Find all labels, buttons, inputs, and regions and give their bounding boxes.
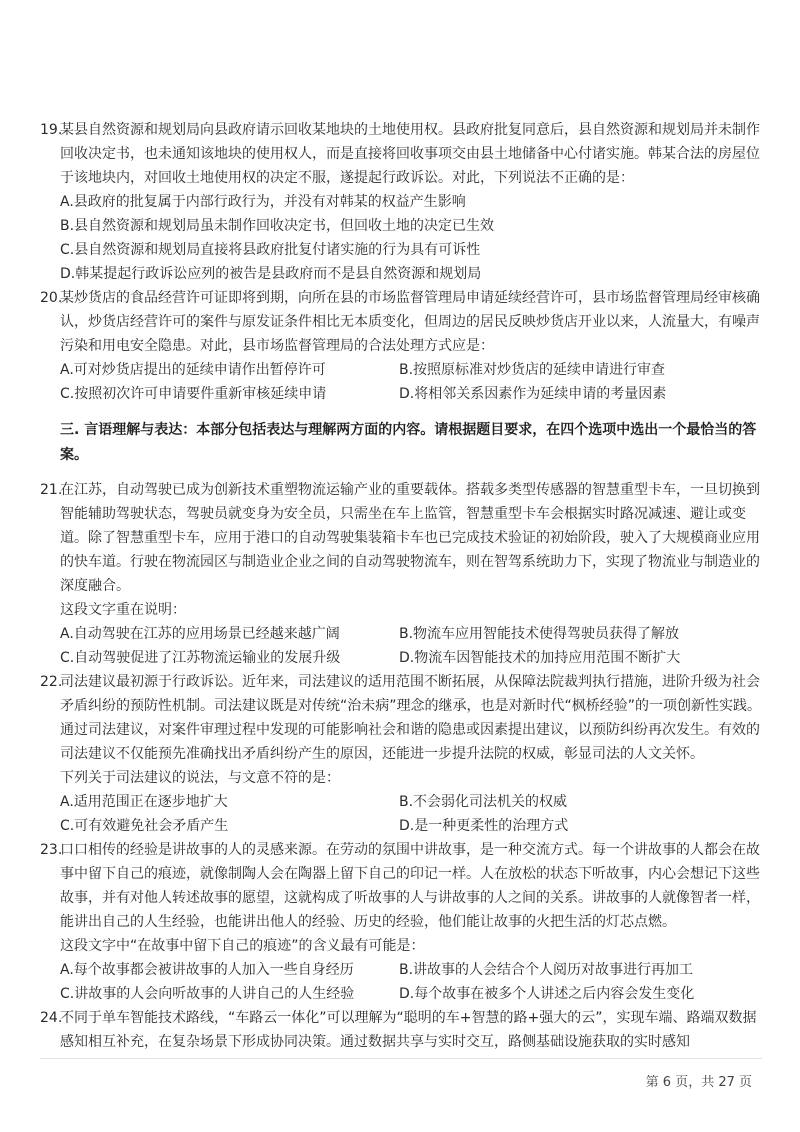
section-heading: 三. 言语理解与表达：本部分包括表达与理解两方面的内容。请根据题目要求，在四个选项中选出一个最恰当的答案。 — [60, 422, 757, 463]
question-stem: 不同于单车智能技术路线，“车路云一体化”可以理解为“聪明的车+智慧的路+强大的云”，实现车端、路端双数据感知相互补充，在复杂场景下形成协同决策。通过数据共享与实时交互，路侧基础设施获取的实时感知 — [60, 1010, 757, 1050]
options-row — [40, 958, 762, 982]
options-row — [40, 382, 762, 406]
page-content — [40, 118, 762, 1054]
options-row — [40, 358, 762, 382]
question-number: 22. — [40, 674, 63, 690]
question-stem: 在江苏，自动驾驶已成为创新技术重塑物流运输产业的重要载体。搭载多类型传感器的智慧重型卡车，一旦切换到智能辅助驾驶状态，驾驶员就变身为安全员，只需坐在车上监管，智慧重型卡车会根据实时路况减速、避让或变道。除了智慧重型卡车，应用于港口的自动驾驶集装箱卡车也已完成技术验证的初始阶段，驶入了大规模商业应用的快车道。行驶在物流园区与制造业企业之间的自动驾驶物流车，则在智驾系统助力下，实现了物流业与制造业的深度融合。 — [60, 482, 760, 594]
question-prompt: 这段文字重在说明： — [60, 602, 186, 618]
question-19 — [40, 118, 762, 286]
question-number: 24. — [40, 1010, 63, 1026]
option-d: D.每个故事在被多个人讲述之后内容会发生变化 — [399, 986, 695, 1002]
question-number: 20. — [40, 290, 63, 306]
option-c: C.县自然资源和规划局直接将县政府批复付诸实施的行为具有可诉性 — [60, 242, 481, 258]
option-c: C.讲故事的人会向听故事的人讲自己的人生经验 — [60, 986, 355, 1002]
option-a: A.县政府的批复属于内部行政行为，并没有对韩某的权益产生影响 — [60, 194, 466, 210]
question-20 — [40, 286, 762, 406]
footer-divider — [40, 1058, 762, 1059]
question-stem: 司法建议最初源于行政诉讼。近年来，司法建议的适用范围不断拓展，从保障法院裁判执行措施，进阶升级为社会矛盾纠纷的预防性机制。司法建议既是对传统“治未病”理念的继承，也是对新时代“枫桥经验”的一项创新性实践。通过司法建议，对案件审理过程中发现的可能影响社会和谐的隐患或因素提出建议，以预防纠纷再次发生。有效的司法建议不仅能预先准确找出矛盾纠纷产生的原因，还能进一步提升法院的权威，彰显司法的人文关怀。 — [60, 674, 762, 762]
options-row — [40, 646, 762, 670]
option-a: A.适用范围正在逐步地扩大 — [60, 794, 228, 810]
question-number: 21. — [40, 482, 63, 498]
question-stem: 某炒货店的食品经营许可证即将到期，向所在县的市场监督管理局申请延续经营许可，县市场监督管理局经审核确认，炒货店经营许可的案件与原发证条件相比无本质变化，但周边的居民反映炒货店开业以来，人流量大，有噪声污染和用电安全隐患。对此，县市场监督管理局的合法处理方式应是： — [60, 290, 760, 354]
question-stem: 口口相传的经验是讲故事的人的灵感来源。在劳动的氛围中讲故事，是一种交流方式。每一个讲故事的人都会在故事中留下自己的痕迹，就像制陶人会在陶器上留下自己的印记一样。人在放松的状态下听故事，内心会想记下这些故事，并有对他人转述故事的愿望，这就构成了听故事的人与讲故事的人之间的关系。讲故事的人就像智者一样，能讲出自己的人生经验，也能讲出他人的经验、历史的经验，他们能让故事的火把生活的灯芯点燃。 — [60, 842, 760, 930]
question-number: 23. — [40, 842, 63, 858]
question-21 — [40, 478, 762, 670]
option-a: A.可对炒货店提出的延续申请作出暂停许可 — [60, 362, 326, 378]
option-d: D.物流车因智能技术的加持应用范围不断扩大 — [399, 650, 681, 666]
option-d: D.韩某提起行政诉讼应列的被告是县政府而不是县自然资源和规划局 — [60, 266, 482, 282]
option-a: A.自动驾驶在江苏的应用场景已经越来越广阔 — [60, 626, 340, 642]
option-c: C.可有效避免社会矛盾产生 — [60, 818, 229, 834]
option-c: C.按照初次许可申请要件重新审核延续申请 — [60, 386, 327, 402]
option-b: B.县自然资源和规划局虽未制作回收决定书，但回收土地的决定已生效 — [60, 218, 495, 234]
options-row — [40, 814, 762, 838]
option-b: B.不会弱化司法机关的权威 — [399, 794, 568, 810]
option-d: D.将相邻关系因素作为延续申请的考量因素 — [399, 386, 667, 402]
option-b: B.物流车应用智能技术使得驾驶员获得了解放 — [399, 626, 680, 642]
question-23 — [40, 838, 762, 1006]
options-row — [40, 790, 762, 814]
question-24 — [40, 1006, 762, 1054]
question-prompt: 这段文字中“在故事中留下自己的痕迹”的含义最有可能是： — [60, 938, 425, 954]
option-b: B.讲故事的人会结合个人阅历对故事进行再加工 — [399, 962, 694, 978]
question-22 — [40, 670, 762, 838]
option-a: A.每个故事都会被讲故事的人加入一些自身经历 — [60, 962, 354, 978]
options-row — [40, 982, 762, 1006]
question-prompt: 下列关于司法建议的说法，与文意不符的是： — [60, 770, 340, 786]
option-d: D.是一种更柔性的治理方式 — [399, 818, 569, 834]
option-c: C.自动驾驶促进了江苏物流运输业的发展升级 — [60, 650, 341, 666]
page-number: 第 6 页，共 27 页 — [645, 1075, 752, 1090]
question-number: 19. — [40, 122, 63, 138]
options-row — [40, 622, 762, 646]
question-stem: 某县自然资源和规划局向县政府请示回收某地块的土地使用权。县政府批复同意后，县自然资源和规划局并未制作回收决定书，也未通知该地块的使用权人，而是直接将回收事项交由县土地储备中心付诸实施。韩某合法的房屋位于该地块内，对回收土地使用权的决定不服，遂提起行政诉讼。对此，下列说法不正确的是： — [60, 122, 760, 186]
option-b: B.按照原标准对炒货店的延续申请进行审查 — [399, 362, 666, 378]
